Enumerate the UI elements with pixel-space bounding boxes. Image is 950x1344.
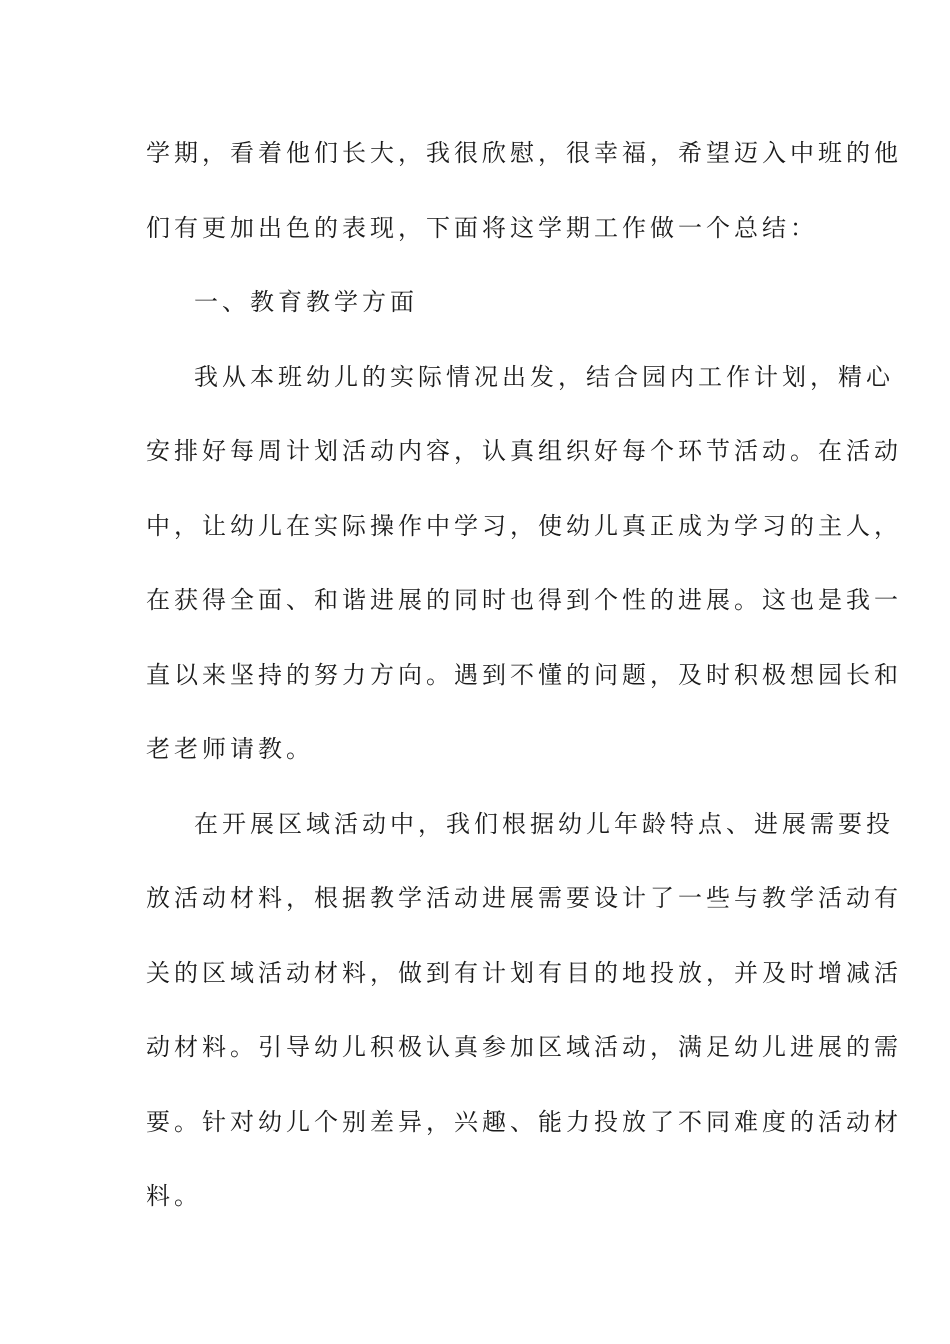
text-line: 学期，看着他们长大，我很欣慰，很幸福，希望迈入中班的他 [146, 139, 902, 167]
text-line: 直以来坚持的努力方向。遇到不懂的问题，及时积极想园长和 [146, 661, 902, 689]
section-heading: 一、教育教学方面 [194, 288, 418, 316]
text-line: 中，让幼儿在实际操作中学习，使幼儿真正成为学习的主人， [146, 512, 902, 540]
text-line: 放活动材料，根据教学活动进展需要设计了一些与教学活动有 [146, 884, 902, 912]
text-line: 动材料。引导幼儿积极认真参加区域活动，满足幼儿进展的需 [146, 1033, 902, 1061]
text-line: 安排好每周计划活动内容，认真组织好每个环节活动。在活动 [146, 437, 902, 465]
text-line: 在获得全面、和谐进展的同时也得到个性的进展。这也是我一 [146, 586, 902, 614]
text-line: 料。 [146, 1182, 202, 1210]
text-line: 要。针对幼儿个别差异，兴趣、能力投放了不同难度的活动材 [146, 1108, 902, 1136]
text-line: 们有更加出色的表现，下面将这学期工作做一个总结： [146, 214, 818, 242]
text-line: 关的区域活动材料，做到有计划有目的地投放，并及时增减活 [146, 959, 902, 987]
paragraph-first-line: 在开展区域活动中，我们根据幼儿年龄特点、进展需要投 [194, 810, 894, 838]
paragraph-first-line: 我从本班幼儿的实际情况出发，结合园内工作计划，精心 [194, 363, 894, 391]
text-line: 老老师请教。 [146, 735, 314, 763]
